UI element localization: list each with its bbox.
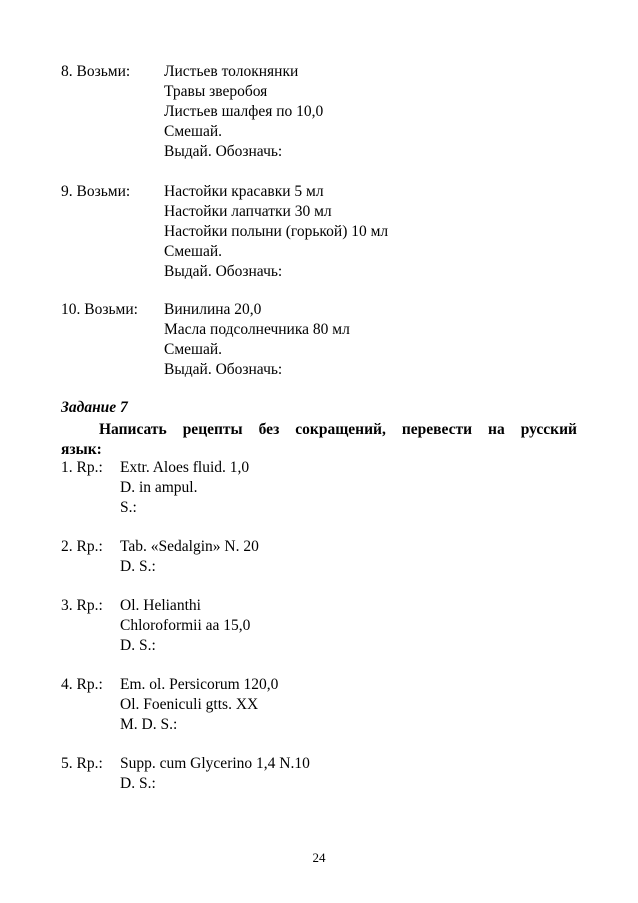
recipe-5-label: 5. Rp.: xyxy=(61,755,103,772)
instruction-word: без xyxy=(258,421,280,438)
prescription-10-line-3: Смешай. xyxy=(164,341,223,358)
instruction-word: Написать xyxy=(99,421,167,438)
recipe-3-line-2: Chloroformii aa 15,0 xyxy=(120,617,251,634)
recipe-2-label: 2. Rp.: xyxy=(61,538,103,555)
prescription-8-line-5: Выдай. Обозначь: xyxy=(164,143,283,160)
recipe-1-line-3: S.: xyxy=(120,499,137,516)
recipe-2-line-1: Tab. «Sedalgin» N. 20 xyxy=(120,538,259,555)
prescription-9-line-5: Выдай. Обозначь: xyxy=(164,263,283,280)
task-heading: Задание 7 xyxy=(61,399,128,416)
prescription-10-line-4: Выдай. Обозначь: xyxy=(164,361,283,378)
instruction-word: на xyxy=(488,421,505,438)
instruction-word: русский xyxy=(520,421,577,438)
instruction-word: перевести xyxy=(401,421,473,438)
recipe-3-line-3: D. S.: xyxy=(120,637,156,654)
task-instruction xyxy=(61,420,577,460)
prescription-8-line-2: Травы зверобоя xyxy=(164,83,268,100)
prescription-10-label: 10. Возьми: xyxy=(61,301,138,318)
recipe-3-line-1: Ol. Helianthi xyxy=(120,597,201,614)
recipe-1-label: 1. Rp.: xyxy=(61,459,103,476)
instruction-word: сокращений, xyxy=(295,421,386,438)
prescription-9-line-4: Смешай. xyxy=(164,243,223,260)
prescription-8-line-4: Смешай. xyxy=(164,123,223,140)
prescription-10-line-2: Масла подсолнечника 80 мл xyxy=(164,321,350,338)
page-number: 24 xyxy=(312,850,326,865)
recipe-1-line-1: Extr. Aloes fluid. 1,0 xyxy=(120,459,250,476)
prescription-9-line-2: Настойки лапчатки 30 мл xyxy=(164,203,332,220)
instruction-word: рецепты xyxy=(182,421,243,438)
prescription-8-line-3: Листьев шалфея по 10,0 xyxy=(164,103,324,120)
task-instruction-line-1 xyxy=(61,420,577,440)
recipe-4-line-1: Em. ol. Persicorum 120,0 xyxy=(120,676,279,693)
prescription-8-label: 8. Возьми: xyxy=(61,63,131,80)
prescription-8-line-1: Листьев толокнянки xyxy=(164,63,299,80)
prescription-9-line-1: Настойки красавки 5 мл xyxy=(164,183,324,200)
prescription-9-line-3: Настойки полыни (горькой) 10 мл xyxy=(164,223,389,240)
prescription-10-line-1: Винилина 20,0 xyxy=(164,301,262,318)
recipe-1-line-2: D. in ampul. xyxy=(120,479,198,496)
recipe-4-line-2: Ol. Foeniculi gtts. XX xyxy=(120,696,259,713)
recipe-4-line-3: M. D. S.: xyxy=(120,716,178,733)
recipe-4-label: 4. Rp.: xyxy=(61,676,103,693)
recipe-5-line-2: D. S.: xyxy=(120,775,156,792)
recipe-3-label: 3. Rp.: xyxy=(61,597,103,614)
prescription-9-label: 9. Возьми: xyxy=(61,183,131,200)
task-instruction-line-2: язык: xyxy=(61,441,102,458)
recipe-5-line-1: Supp. cum Glycerino 1,4 N.10 xyxy=(120,755,310,772)
recipe-2-line-2: D. S.: xyxy=(120,558,156,575)
